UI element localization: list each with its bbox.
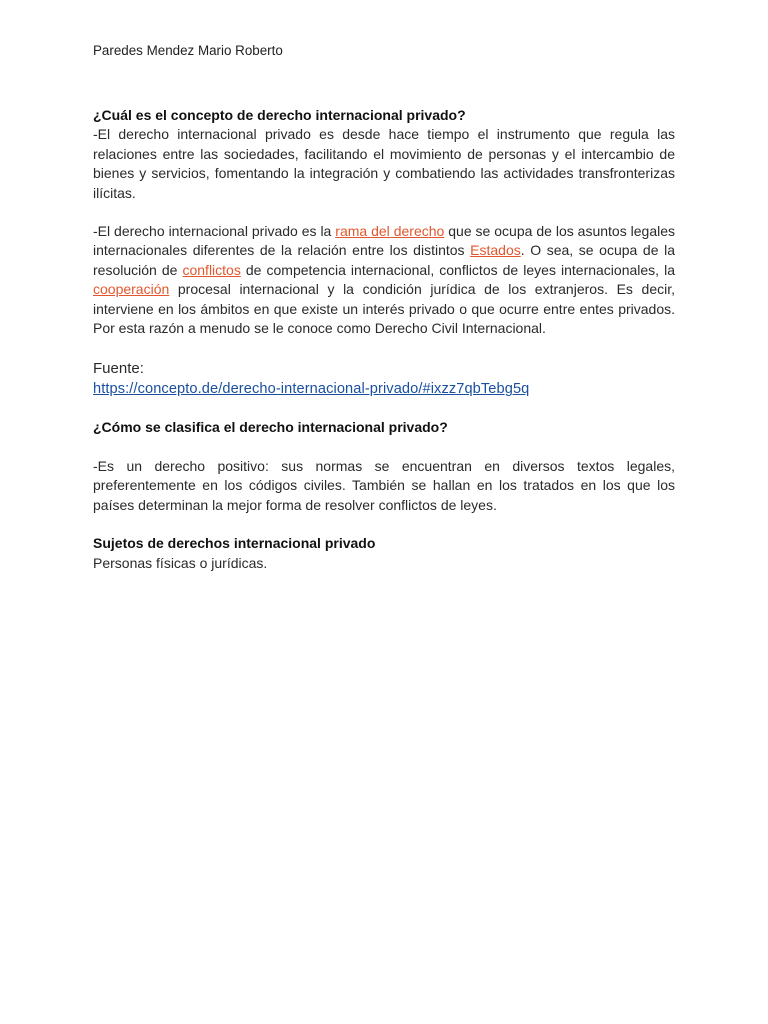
spacer xyxy=(93,399,675,418)
paragraph-concept-1: -El derecho internacional privado es desde hace tiempo el instrumento que regula las relaciones entre las sociedades, facilitando el movimiento de personas y el intercambio de bienes y servicios, fomentando la integración y combatiendo las actividades transfronterizas ilícitas. xyxy=(93,126,675,201)
source-label: Fuente: xyxy=(93,360,144,378)
source-url-link[interactable]: https://concepto.de/derecho-internacional-privado/#ixzz7qbTebg5q xyxy=(93,381,530,398)
paragraph-concept-2 xyxy=(93,222,675,338)
author-name: Paredes Mendez Mario Roberto xyxy=(93,43,283,58)
document-body xyxy=(93,106,675,573)
spacer xyxy=(93,338,675,357)
paragraph-subjects: Personas físicas o jurídicas. xyxy=(93,554,268,571)
spacer xyxy=(93,203,675,222)
link-rama-del-derecho[interactable]: rama del derecho xyxy=(335,223,445,240)
question-classification: ¿Cómo se clasifica el derecho internacional privado? xyxy=(93,419,448,436)
para2-text-3: . O sea, se ocupa de la resolución de xyxy=(93,242,675,278)
para2-text-1: -El derecho internacional privado es la xyxy=(93,223,336,240)
heading-subjects: Sujetos de derechos internacional privado xyxy=(93,535,376,552)
spacer xyxy=(93,515,675,534)
link-conflictos[interactable]: conflictos xyxy=(182,261,241,278)
link-estados[interactable]: Estados xyxy=(470,242,521,259)
question-concept: ¿Cuál es el concepto de derecho internacional privado? xyxy=(93,107,466,123)
spacer xyxy=(93,438,675,457)
paragraph-classification: -Es un derecho positivo: sus normas se encuentran en diversos textos legales, preferentemente en los códigos civiles. También se hallan en los tratados en los que los países determinan la mejor forma de resolver conflictos de leyes. xyxy=(93,457,675,513)
para2-text-2: que se ocupa de los asuntos legales internacionales diferentes de la relación entre los distintos xyxy=(93,223,676,259)
link-cooperacion[interactable]: cooperación xyxy=(93,281,170,298)
para2-text-5: procesal internacional y la condición jurídica de los extranjeros. Es decir, interviene en los ámbitos en que existe un interés privado o que ocurre entre entes privados. Por esta razón a menudo se le conoce como Derecho Civil Internacional. xyxy=(93,281,675,337)
para2-text-4: de competencia internacional, conflictos de leyes internacionales, la xyxy=(240,261,675,278)
